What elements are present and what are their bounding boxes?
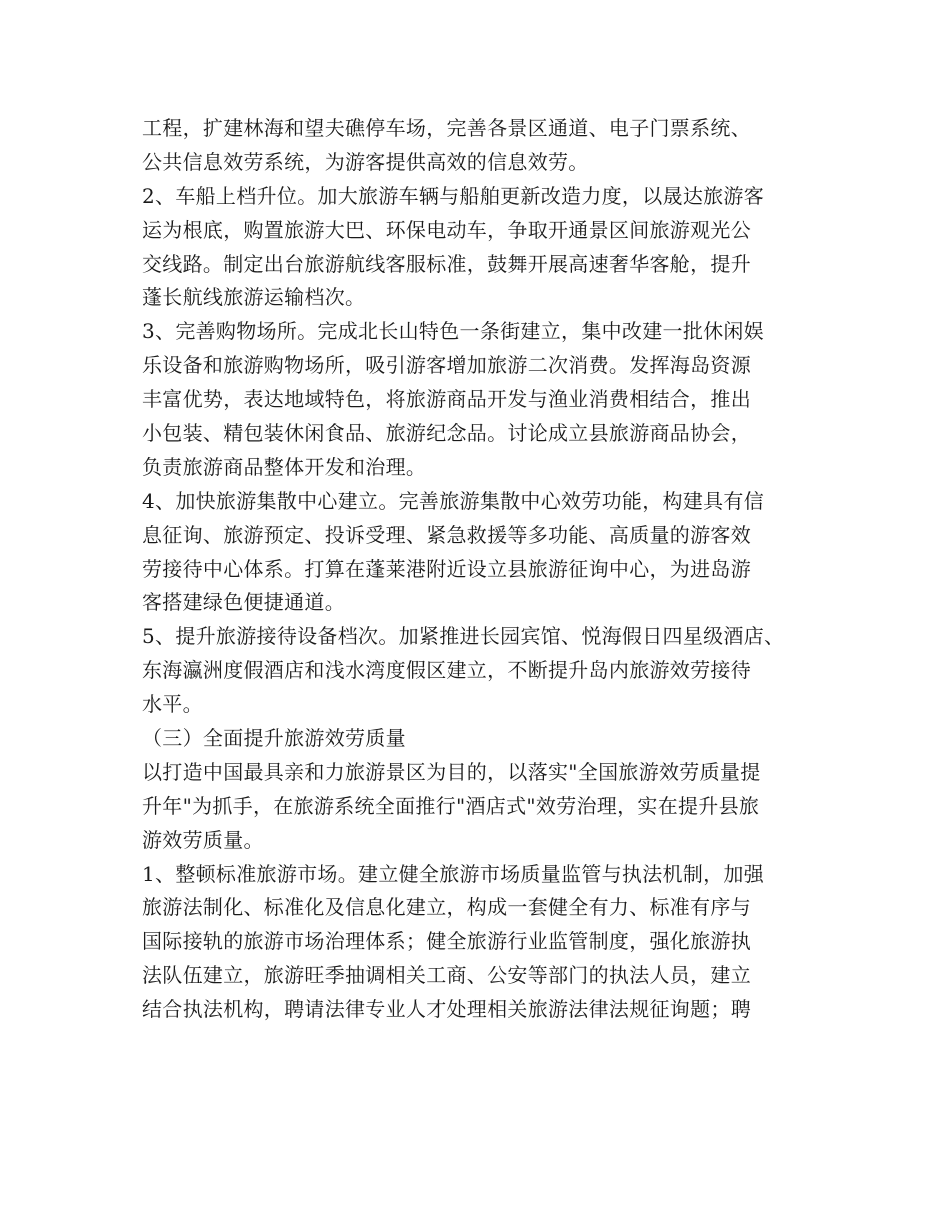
text-line: 丰富优势，表达地域特色，将旅游商品开发与渔业消费相结合，推出 [142,387,751,412]
text-line: 游效劳质量。 [142,827,264,852]
text-line: 工程，扩建林海和望夫礁停车场，完善各景区通道、电子门票系统、 [142,116,751,140]
text-line: 升年"为抓手，在旅游系统全面推行"酒店式"效劳治理，实在提升县旅 [142,793,760,818]
section-heading: （三）全面提升旅游效劳质量 [142,726,406,751]
text-line: 2、车船上档升位。加大旅游车辆与船舶更新改造力度，以晟达旅游客 [142,183,765,208]
text-line: 以打造中国最具亲和力旅游景区为目的，以落实"全国旅游效劳质量提 [142,759,761,784]
text-line: 乐设备和旅游购物场所，吸引游客增加旅游二次消费。发挥海岛资源 [142,353,751,378]
text-line: 国际接轨的旅游市场治理体系；健全旅游行业监管制度，强化旅游执 [142,929,751,954]
text-line: 4、加快旅游集散中心建立。完善旅游集散中心效劳功能，构建具有信 [142,488,765,513]
text-line: 运为根底，购置旅游大巴、环保电动车，争取开通景区间旅游观光公 [142,217,751,242]
text-line: 负责旅游商品整体开发和治理。 [142,454,427,479]
text-line: 蓬长航线旅游运输档次。 [142,285,366,310]
text-line: 1、整顿标准旅游市场。建立健全旅游市场质量监管与执法机制，加强 [142,861,765,886]
text-line: 水平。 [142,692,203,717]
text-line: 息征询、旅游预定、投诉受理、紧急救援等多功能、高质量的游客效 [142,522,751,547]
text-line: 公共信息效劳系统，为游客提供高效的信息效劳。 [142,149,589,174]
text-line: 交线路。制定出台旅游航线客服标准，鼓舞开展高速奢华客舱，提升 [142,251,751,276]
text-line: 劳接待中心体系。打算在蓬莱港附近设立县旅游征询中心，为进岛游 [142,556,751,581]
body-text [142,112,842,1027]
text-line: 小包装、精包装休闲食品、旅游纪念品。讨论成立县旅游商品协会， [142,421,751,446]
text-line: 东海瀛洲度假酒店和浅水湾度假区建立，不断提升岛内旅游效劳接待 [142,658,751,683]
text-line: 结合执法机构，聘请法律专业人才处理相关旅游法律法规征询题；聘 [142,997,751,1022]
text-line: 3、完善购物场所。完成北长山特色一条街建立，集中改建一批休闲娱 [142,319,765,344]
text-line: 5、提升旅游接待设备档次。加紧推进长园宾馆、悦海假日四星级酒店、 [142,624,785,649]
text-line: 法队伍建立，旅游旺季抽调相关工商、公安等部门的执法人员，建立 [142,963,751,988]
text-line: 客搭建绿色便捷通道。 [142,590,345,615]
text-line: 旅游法制化、标准化及信息化建立，构成一套健全有力、标准有序与 [142,895,751,920]
